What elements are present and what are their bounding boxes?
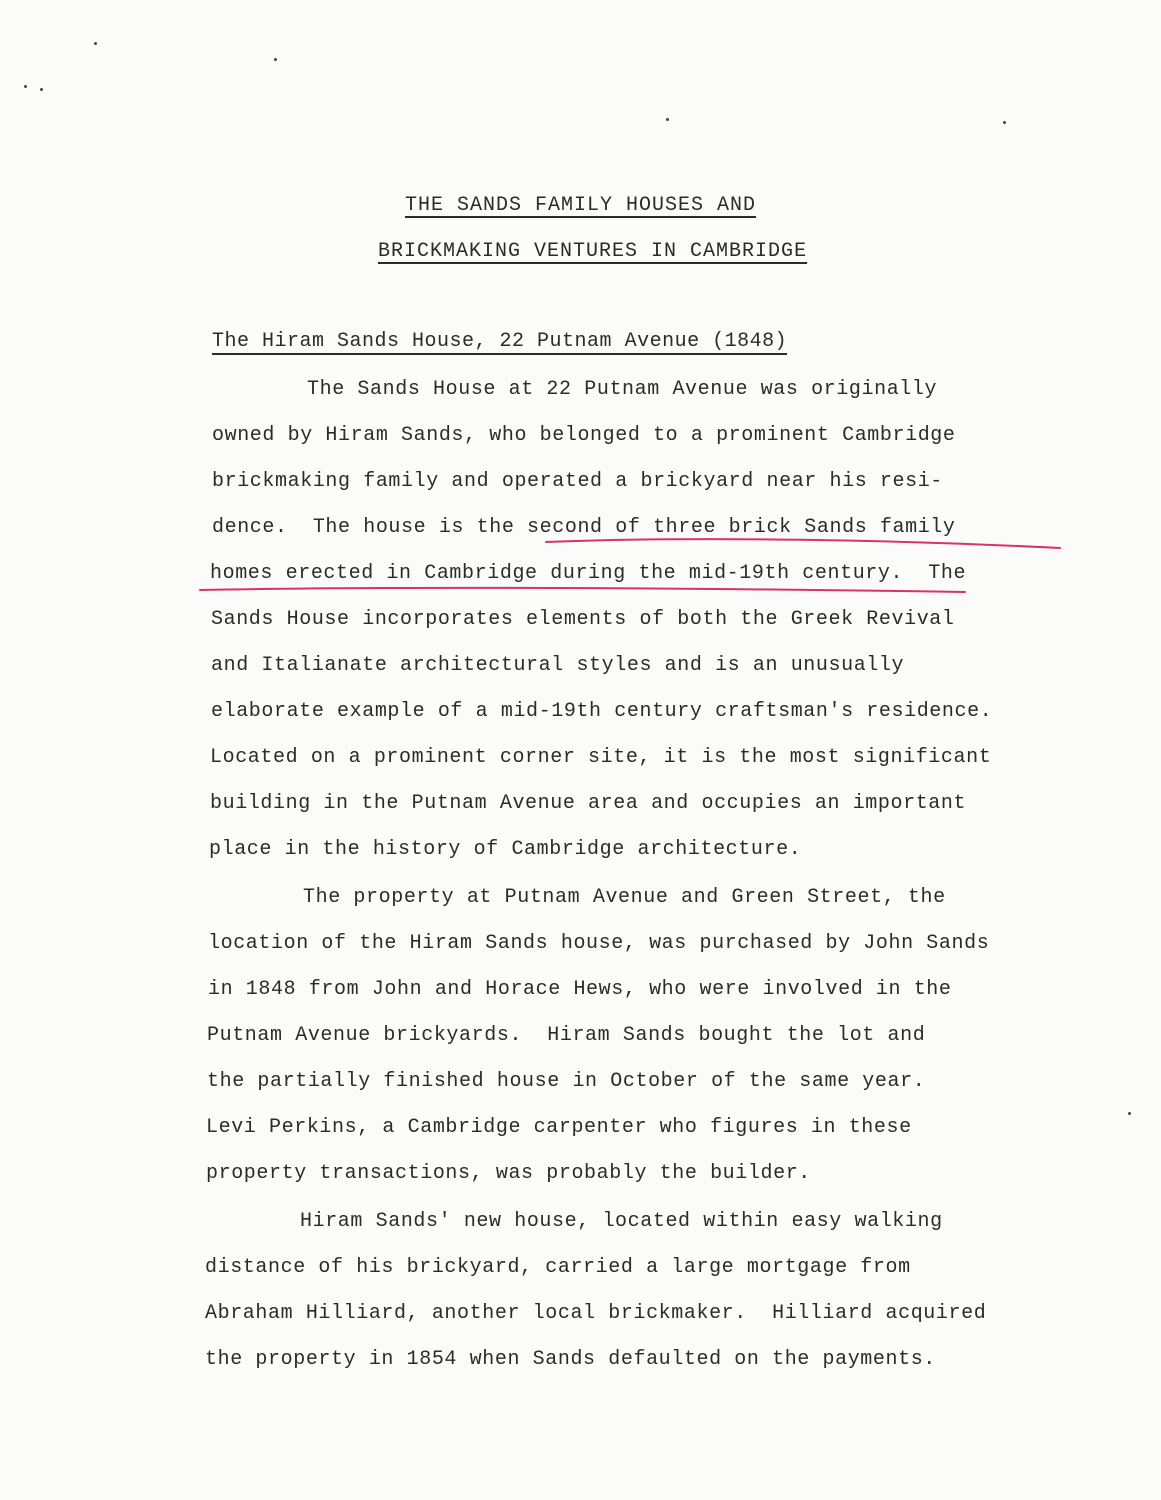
paragraph-line: dence. The house is the second of three brick Sands family [212, 516, 956, 539]
paragraph-line: in 1848 from John and Horace Hews, who were involved in the [208, 978, 952, 1001]
paragraph-line: place in the history of Cambridge architecture. [209, 838, 802, 861]
paragraph-line: the property in 1854 when Sands defaulted on the payments. [205, 1348, 936, 1371]
section-heading: The Hiram Sands House, 22 Putnam Avenue (1848) [212, 330, 788, 353]
document-title-line-1: THE SANDS FAMILY HOUSES AND [405, 194, 757, 217]
paragraph-line: elaborate example of a mid-19th century craftsman's residence. [211, 700, 993, 723]
paragraph-line: The Sands House at 22 Putnam Avenue was originally [307, 378, 938, 401]
paragraph-line: Levi Perkins, a Cambridge carpenter who figures in these [206, 1116, 912, 1139]
paragraph-line: Putnam Avenue brickyards. Hiram Sands bought the lot and [207, 1024, 926, 1047]
document-title-line-2: BRICKMAKING VENTURES IN CAMBRIDGE [378, 240, 808, 263]
paragraph-line: the partially finished house in October of the same year. [207, 1070, 926, 1093]
paragraph-line: Abraham Hilliard, another local brickmaker. Hilliard acquired [205, 1302, 987, 1325]
paragraph-line: property transactions, was probably the builder. [206, 1162, 811, 1185]
paragraph-line: brickmaking family and operated a brickyard near his resi- [212, 470, 943, 493]
paragraph-line: The property at Putnam Avenue and Green Street, the [303, 886, 946, 909]
paragraph-line: homes erected in Cambridge during the mid-19th century. The [210, 562, 967, 585]
paragraph-line: distance of his brickyard, carried a large mortgage from [205, 1256, 911, 1279]
paragraph-line: and Italianate architectural styles and is an unusually [211, 654, 905, 677]
paragraph-line: location of the Hiram Sands house, was purchased by John Sands [208, 932, 990, 955]
paragraph-line: Sands House incorporates elements of both the Greek Revival [211, 608, 955, 631]
paragraph-line: building in the Putnam Avenue area and occupies an important [210, 792, 967, 815]
paragraph-line: owned by Hiram Sands, who belonged to a prominent Cambridge [212, 424, 956, 447]
paragraph-line: Located on a prominent corner site, it is the most significant [210, 746, 992, 769]
paragraph-line: Hiram Sands' new house, located within easy walking [300, 1210, 943, 1233]
